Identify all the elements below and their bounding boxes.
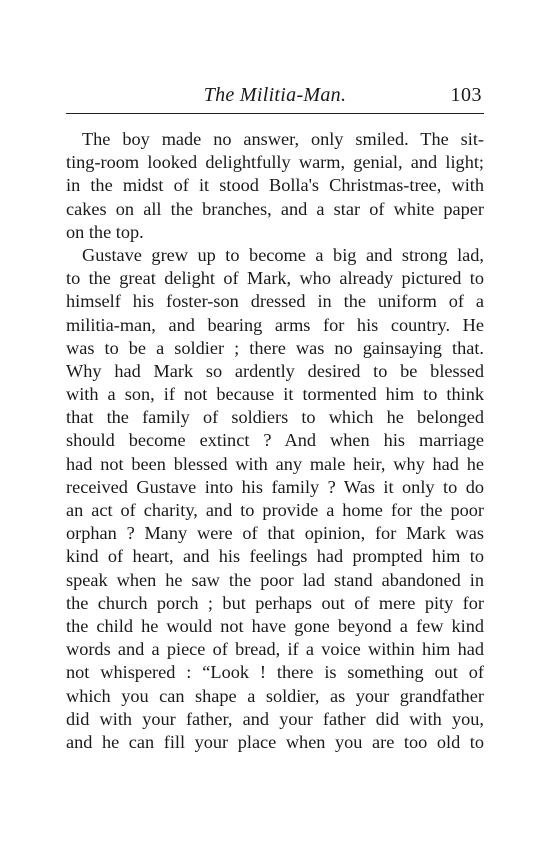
running-title: The Militia-Man. [203,84,347,106]
text-line: with a son, if not because it tormented him to think [66,384,484,405]
header-rule [66,113,484,114]
text-line: and he can fill your place when you are too old to [66,731,484,752]
text-line: not whispered : “Look ! there is something out of [66,662,484,683]
text-line: should become extinct ? And when his marriage [66,430,484,451]
text-line: Gustave grew up to become a big and strong lad, [82,244,484,265]
text-line: in the midst of it stood Bolla's Christmas-tree, with [66,175,484,196]
text-line: orphan ? Many were of that opinion, for Mark was [66,523,484,544]
text-line: that the family of soldiers to which he belonged [66,407,484,428]
text-line: an act of charity, and to provide a home for the poor [66,500,484,520]
text-line: militia-man, and bearing arms for his country. He [66,314,484,335]
text-line: kind of heart, and his feelings had prompted him to [66,546,484,567]
text-line: words and a piece of bread, if a voice within him had [66,639,484,660]
text-line: had not been blessed with any male heir, why had he [66,453,484,474]
text-line: was to be a soldier ; there was no gainsaying that. [66,337,484,358]
page-number: 103 [450,84,482,106]
text-line: Why had Mark so ardently desired to be blessed [66,360,484,381]
text-line: cakes on all the branches, and a star of white paper [66,198,484,219]
text-line: the child he would not have gone beyond a few kind [66,615,484,636]
text-line: to the great delight of Mark, who already pictured to [66,268,484,289]
text-line: the church porch ; but perhaps out of mere pity for [66,592,484,613]
text-line: himself his foster-son dressed in the uniform of a [66,291,484,312]
text-line: on the top. [66,221,144,242]
running-head [66,82,484,110]
text-line: which you can shape a soldier, as your grandfather [66,685,484,706]
text-line: did with your father, and your father did with you, [66,708,484,729]
text-line: received Gustave into his family ? Was it only to do [66,476,484,497]
text-line: ting-room looked delightfully warm, genial, and light; [66,152,484,173]
body-text [66,128,484,754]
text-line: The boy made no answer, only smiled. The sit- [82,129,484,149]
text-line: speak when he saw the poor lad stand abandoned in [66,569,484,590]
